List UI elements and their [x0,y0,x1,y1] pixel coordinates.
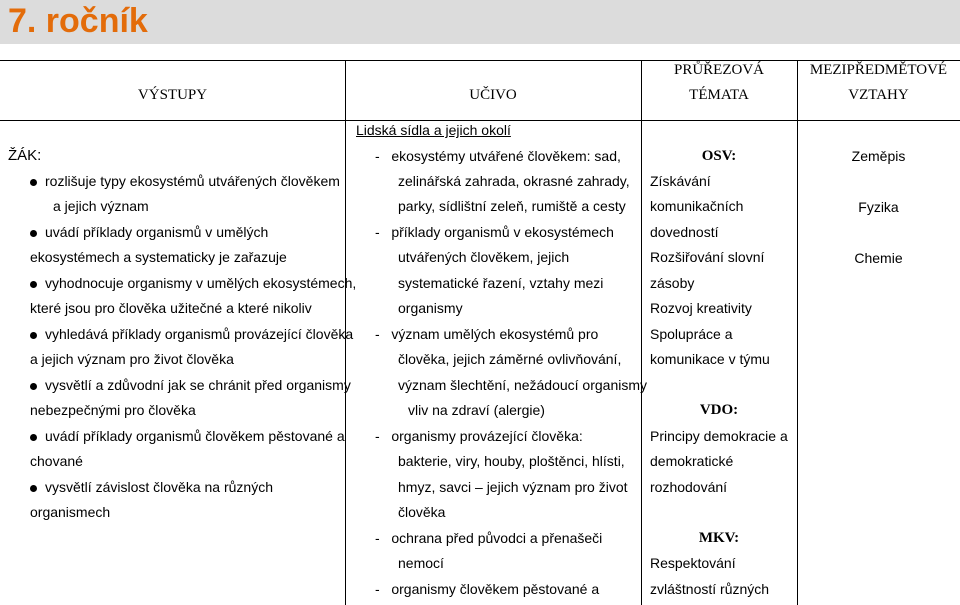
ucivo-item-cont: bakterie, viry, houby, ploštěnci, hlísti, [398,453,625,469]
ucivo-item-cont: člověka, jejich záměrné ovlivňování, [398,351,622,367]
vystup-item: vyhodnocuje organismy v umělých ekosystémech, [30,275,356,291]
vztah-zemepis: Zeměpis [851,148,906,164]
vystup-item-cont: chované [30,453,83,469]
bullet-icon [30,434,37,441]
vystup-item: vysvětlí a zdůvodní jak se chránit před organismy [30,377,351,393]
vystup-item-cont: a jejich význam pro život člověka [30,351,234,367]
header-vztahy-line2: VZTAHY [848,87,909,103]
ucivo-item: - ekosystémy utvářené člověkem: sad, [375,148,621,164]
header-temata-line1: PRŮŘEZOVÁ [673,62,764,78]
vystup-item-cont: které jsou pro člověka užitečné a které nikoliv [30,300,312,316]
temata-item: dovedností [650,224,719,240]
temata-heading-osv: OSV: [701,148,737,164]
vystup-item-cont: ekosystémech a systematicky je zařazuje [30,249,287,265]
temata-heading-mkv: MKV: [698,530,740,546]
ucivo-item: - význam umělých ekosystémů pro [375,326,599,342]
temata-item: zásoby [650,275,695,291]
header-bottom-border [0,120,960,121]
temata-item: Respektování [650,555,736,571]
vystup-item-cont: organismech [30,504,111,520]
bullet-icon [30,281,37,288]
temata-item: komunikačních [650,198,744,214]
ucivo-item-cont: člověka [398,504,446,520]
ucivo-item-cont: zelinářská zahrada, okrasné zahrady, [398,173,630,189]
vystup-item-cont: a jejich význam [53,198,149,214]
header-temata-line2: TÉMATA [689,87,749,103]
vystup-item: vyhledává příklady organismů provázející člověka [30,326,353,342]
bullet-icon [30,485,37,492]
vztah-fyzika: Fyzika [858,199,899,215]
temata-item: Rozvoj kreativity [650,300,752,316]
ucivo-item-cont: význam šlechtění, nežádoucí organismy [398,377,648,393]
header-vztahy-line1: MEZIPŘEDMĚTOVÉ [809,62,948,78]
temata-item: Principy demokracie a [650,428,788,444]
bullet-icon [30,179,37,186]
temata-item: zvláštností různých [650,581,770,597]
bullet-icon [30,332,37,339]
ucivo-item: - ochrana před původci a přenašeči [375,530,603,546]
header-vystupy: VÝSTUPY [137,87,208,103]
vystup-item: rozlišuje typy ekosystémů utvářených člověkem [30,173,340,189]
ucivo-item: - organismy provázející člověka: [375,428,583,444]
vystup-item-cont: nebezpečnými pro člověka [30,402,196,418]
ucivo-item-cont: organismy [398,300,463,316]
ucivo-item-cont: nemocí [398,555,444,571]
bullet-icon [30,230,37,237]
ucivo-item-cont: utvářených člověkem, jejich [398,249,570,265]
temata-heading-vdo: VDO: [699,402,739,418]
col-divider-3 [797,60,798,605]
ucivo-item-cont: vliv na zdraví (alergie) [408,402,545,418]
zak-label: ŽÁK: [8,147,42,164]
temata-item: demokratické [650,453,734,469]
bullet-icon [30,383,37,390]
header-ucivo: UČIVO [469,87,517,103]
ucivo-item-cont: parky, sídlištní zeleň, rumiště a cesty [398,198,626,214]
ucivo-section-heading: Lidská sídla a jejich okolí [356,122,511,138]
temata-item: Rozšiřování slovní [650,249,765,265]
ucivo-item-cont: hmyz, savci – jejich význam pro život [398,479,628,495]
temata-item: Spolupráce a [650,326,733,342]
table-top-border [0,60,960,61]
temata-item: Získávání [650,173,711,189]
vystup-item: vysvětlí závislost člověka na různých [30,479,273,495]
ucivo-item: - příklady organismů v ekosystémech [375,224,614,240]
vystup-item: uvádí příklady organismů v umělých [30,224,268,240]
vystup-item: uvádí příklady organismů člověkem pěstované a [30,428,345,444]
temata-item: rozhodování [650,479,728,495]
vztah-chemie: Chemie [854,250,903,266]
ucivo-item: - organismy člověkem pěstované a [375,581,600,597]
page-title: 7. ročník [8,2,148,40]
col-divider-2 [641,60,642,605]
temata-item: komunikace v týmu [650,351,770,367]
ucivo-item-cont: systematické řazení, vztahy mezi [398,275,604,291]
